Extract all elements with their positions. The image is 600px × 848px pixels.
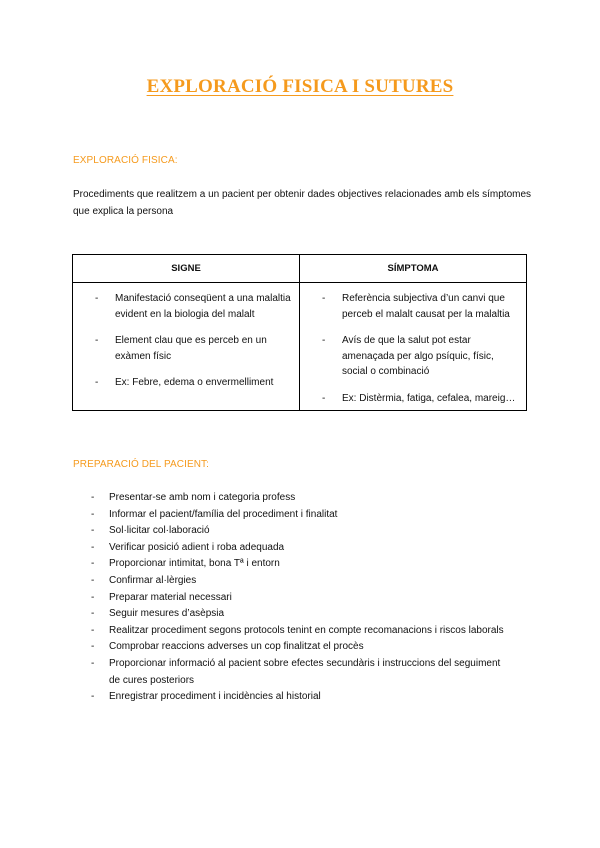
preparation-list [73, 490, 513, 706]
bullet-dash: - [95, 335, 99, 346]
list-item [73, 623, 513, 640]
list-item-text: Enregistrar procediment i incidències al historial [109, 691, 321, 703]
signe-cell [73, 283, 300, 411]
bullet-dash: - [91, 624, 95, 636]
list-item-text: Verificar posició adient i roba adequada [109, 541, 285, 553]
bullet-dash: - [91, 641, 95, 653]
signe-simptoma-table [72, 254, 527, 411]
list-item [73, 656, 513, 689]
section-heading-exploracio: EXPLORACIÓ FISICA: [73, 155, 178, 166]
signe-item-text: Manifestació conseqüent a una malaltia evident en la biologia del malalt [115, 293, 291, 320]
simptoma-item-text: Ex: Distèrmia, fatiga, cefalea, mareig… [342, 392, 516, 404]
list-item [73, 523, 513, 540]
simptoma-item [300, 291, 526, 322]
bullet-dash: - [95, 377, 99, 388]
list-item [73, 590, 513, 607]
simptoma-item-text: Avís de que la salut pot estar amenaçada per algo psíquic, físic, social o combinació [342, 335, 494, 377]
simptoma-cell [300, 283, 527, 411]
list-item-text: Proporcionar informació al pacient sobre efectes secundàris i instruccions del seguiment de cures posteriors [109, 657, 501, 686]
list-item [73, 689, 513, 706]
signe-item [73, 291, 299, 322]
bullet-dash: - [322, 293, 326, 304]
list-item [73, 490, 513, 507]
list-item-text: Comprobar reaccions adverses un cop finalitzat el procès [109, 641, 364, 653]
table-header-signe: SIGNE [73, 255, 300, 283]
bullet-dash: - [91, 691, 95, 703]
list-item-text: Proporcionar intimitat, bona Tª i entorn [109, 558, 280, 570]
signe-item-text: Ex: Febre, edema o envermelliment [115, 377, 274, 388]
bullet-dash: - [91, 508, 95, 520]
signe-item [73, 333, 299, 364]
signe-item [73, 375, 299, 391]
list-item-text: Confirmar al·lèrgies [109, 574, 197, 586]
page-title: EXPLORACIÓ FISICA I SUTURES [146, 76, 454, 97]
bullet-dash: - [91, 492, 95, 503]
list-item-text: Sol·licitar col·laboració [109, 525, 210, 537]
list-item-text: Seguir mesures d’asèpsia [109, 608, 225, 620]
intro-paragraph: Procediments que realitzem a un pacient per obtenir dades objectives relacionades amb els símptomes que explica la persona [73, 189, 532, 217]
simptoma-item [300, 391, 526, 407]
bullet-dash: - [91, 541, 95, 553]
list-item-text: Preparar material necessari [109, 591, 232, 603]
list-item [73, 573, 513, 590]
bullet-dash: - [91, 591, 95, 603]
bullet-dash: - [95, 293, 99, 304]
bullet-dash: - [91, 574, 95, 586]
list-item-text: Informar el pacient/família del procediment i finalitat [109, 508, 338, 520]
simptoma-item-text: Referència subjectiva d’un canvi que perceb el malalt causat per la malaltia [342, 293, 510, 320]
bullet-dash: - [91, 657, 95, 669]
list-item [73, 639, 513, 656]
section-heading-preparacio: PREPARACIÓ DEL PACIENT: [73, 459, 210, 470]
list-item [73, 556, 513, 573]
bullet-dash: - [91, 558, 95, 570]
list-item [73, 540, 513, 557]
bullet-dash: - [91, 608, 95, 620]
list-item [73, 507, 513, 524]
list-item [73, 606, 513, 623]
bullet-dash: - [322, 392, 326, 404]
bullet-dash: - [91, 525, 95, 537]
bullet-dash: - [322, 335, 326, 346]
table-header-simptoma: SÍMPTOMA [300, 255, 527, 283]
simptoma-item [300, 333, 526, 380]
signe-item-text: Element clau que es perceb en un exàmen físic [115, 335, 267, 362]
list-item-text: Presentar-se amb nom i categoria profess [109, 492, 296, 503]
list-item-text: Realitzar procediment segons protocols tenint en compte recomanacions i riscos laborals [109, 624, 504, 636]
